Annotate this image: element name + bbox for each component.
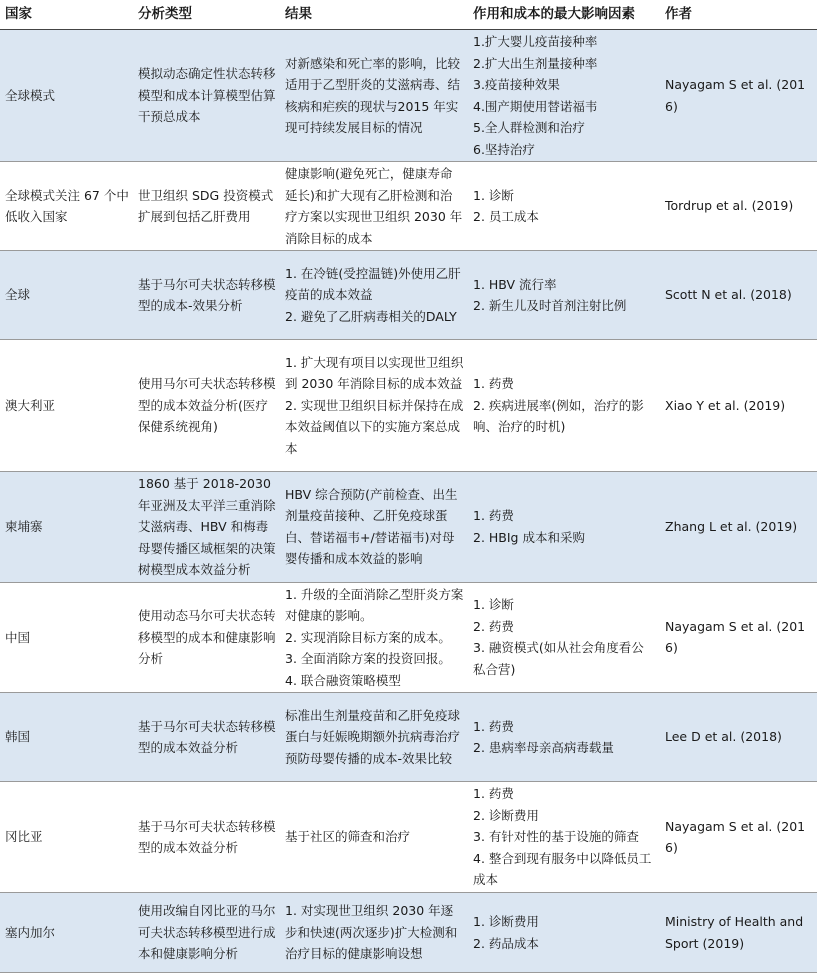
result-line: 对新感染和死亡率的影响，比较适用于乙型肝炎的艾滋病毒、结核病和疟疾的现状与2015 年实现可持续发展目标的情况 bbox=[285, 55, 461, 135]
result-line: 2. 实现消除目标方案的成本。 bbox=[285, 629, 451, 645]
analysis-cell: 使用动态马尔可夫状态转移模型的成本和健康影响分析 bbox=[133, 582, 280, 693]
factor-line: 2. 新生儿及时首剂注射比例 bbox=[473, 298, 627, 313]
factor-line: 1. 药费 bbox=[473, 376, 514, 392]
author-cell: Scott N et al. (2018) bbox=[660, 251, 817, 340]
analysis-cell: 使用马尔可夫状态转移模型的成本效益分析(医疗保健系统视角) bbox=[133, 340, 280, 472]
factor-line: 3. 有针对性的基于设施的筛查 bbox=[473, 829, 639, 845]
table-row bbox=[0, 472, 817, 583]
table-row bbox=[0, 340, 817, 472]
factor-line: 1. 诊断 bbox=[473, 597, 514, 613]
header-factors: 作用和成本的最大影响因素 bbox=[468, 0, 660, 30]
result-cell bbox=[280, 582, 468, 693]
result-cell bbox=[280, 693, 468, 782]
factor-line: 4.围产期使用替诺福韦 bbox=[473, 98, 598, 114]
country-cell: 全球模式 bbox=[0, 30, 133, 162]
factors-cell bbox=[468, 472, 660, 583]
author-cell: Nayagam S et al. (2016) bbox=[660, 30, 817, 162]
analysis-cell: 基于马尔可夫状态转移模型的成本效益分析 bbox=[133, 693, 280, 782]
factor-line: 3. 融资模式(如从社会角度看公私合营) bbox=[473, 640, 644, 677]
country-cell: 韩国 bbox=[0, 693, 133, 782]
result-line: 1. 对实现世卫组织 2030 年逐步和快速(两次逐步)扩大检测和治疗目标的健康影响设想 bbox=[285, 903, 458, 962]
analysis-cell: 使用改编自冈比亚的马尔可夫状态转移模型进行成本和健康影响分析 bbox=[133, 893, 280, 973]
result-cell bbox=[280, 782, 468, 893]
result-cell bbox=[280, 340, 468, 472]
result-cell bbox=[280, 30, 468, 162]
factor-line: 1. HBV 流行率 bbox=[473, 276, 557, 292]
analysis-cell: 基于马尔可夫状态转移模型的成本-效果分析 bbox=[133, 251, 280, 340]
author-cell: Xiao Y et al. (2019) bbox=[660, 340, 817, 472]
factor-line: 1. 药费 bbox=[473, 786, 514, 802]
author-cell: Zhang L et al. (2019) bbox=[660, 472, 817, 583]
factor-line: 4. 整合到现有服务中以降低员工成本 bbox=[473, 850, 652, 888]
author-cell: Lee D et al. (2018) bbox=[660, 693, 817, 782]
author-cell: Nayagam S et al. (2016) bbox=[660, 582, 817, 693]
table-row bbox=[0, 30, 817, 162]
result-line: 1. 扩大现有项目以实现世卫组织到 2030 年消除目标的成本效益 bbox=[285, 354, 464, 392]
table-row bbox=[0, 693, 817, 782]
factor-line: 2. 药品成本 bbox=[473, 935, 539, 951]
author-cell: Ministry of Health and Sport (2019) bbox=[660, 893, 817, 973]
factors-cell bbox=[468, 693, 660, 782]
country-cell: 塞内加尔 bbox=[0, 893, 133, 973]
country-cell: 澳大利亚 bbox=[0, 340, 133, 472]
result-line: 标准出生剂量疫苗和乙肝免疫球蛋白与妊娠晚期额外抗病毒治疗预防母婴传播的成本-效果比较 bbox=[285, 707, 461, 766]
factor-line: 6.坚持治疗 bbox=[473, 141, 535, 157]
factor-line: 2. 诊断费用 bbox=[473, 807, 539, 823]
result-line: 基于社区的筛查和治疗 bbox=[285, 829, 411, 845]
country-cell: 中国 bbox=[0, 582, 133, 693]
factors-cell bbox=[468, 782, 660, 893]
result-line: 1. 在冷链(受控温链)外使用乙肝疫苗的成本效益 bbox=[285, 265, 461, 303]
factor-line: 1. 药费 bbox=[473, 508, 514, 524]
table-header-row bbox=[0, 0, 817, 30]
factor-line: 2. 药费 bbox=[473, 618, 514, 634]
result-cell bbox=[280, 251, 468, 340]
result-cell bbox=[280, 162, 468, 251]
result-line: 2. 实现世卫组织目标并保持在成本效益阈值以下的实施方案总成本 bbox=[285, 397, 464, 456]
result-line: 1. 升级的全面消除乙型肝炎方案对健康的影响。 bbox=[285, 586, 464, 623]
factor-line: 2. HBIg 成本和采购 bbox=[473, 529, 585, 545]
analysis-cell: 1860 基于 2018-2030 年亚洲及太平洋三重消除艾滋病毒、HBV 和梅毒母婴传播区域框架的决策树模型成本效益分析 bbox=[133, 472, 280, 583]
result-line: HBV 综合预防(产前检查、出生剂量疫苗接种、乙肝免疫球蛋白、替诺福韦+/替诺福韦)对母婴传播和成本效益的影响 bbox=[285, 486, 458, 567]
author-cell: Tordrup et al. (2019) bbox=[660, 162, 817, 251]
table-row bbox=[0, 162, 817, 251]
author-cell: Nayagam S et al. (2016) bbox=[660, 782, 817, 893]
country-cell: 柬埔寨 bbox=[0, 472, 133, 583]
factor-line: 1. 诊断费用 bbox=[473, 914, 539, 929]
factor-line: 2. 患病率母亲高病毒载量 bbox=[473, 740, 614, 755]
country-cell: 全球模式关注 67 个中低收入国家 bbox=[0, 162, 133, 251]
result-cell bbox=[280, 472, 468, 583]
factor-line: 1.扩大婴儿疫苗接种率 bbox=[473, 34, 598, 49]
header-analysis-type: 分析类型 bbox=[133, 0, 280, 30]
factors-cell bbox=[468, 582, 660, 693]
result-line: 4. 联合融资策略模型 bbox=[285, 672, 401, 688]
header-result: 结果 bbox=[280, 0, 468, 30]
factor-line: 3.疫苗接种效果 bbox=[473, 77, 560, 92]
result-line: 健康影响(避免死亡，健康寿命延长)和扩大现有乙肝检测和治疗方案以实现世卫组织 2030 年消除目标的成本 bbox=[285, 166, 463, 246]
analysis-cell: 模拟动态确定性状态转移模型和成本计算模型估算干预总成本 bbox=[133, 30, 280, 162]
factors-cell bbox=[468, 30, 660, 162]
factors-cell bbox=[468, 893, 660, 973]
factors-cell bbox=[468, 251, 660, 340]
factor-line: 2. 员工成本 bbox=[473, 209, 539, 224]
analysis-cell: 世卫组织 SDG 投资模式扩展到包括乙肝费用 bbox=[133, 162, 280, 251]
result-line: 3. 全面消除方案的投资回报。 bbox=[285, 651, 451, 666]
table-row bbox=[0, 582, 817, 693]
table-row bbox=[0, 251, 817, 340]
factor-line: 1. 诊断 bbox=[473, 187, 514, 203]
header-country: 国家 bbox=[0, 0, 133, 30]
factors-cell bbox=[468, 162, 660, 251]
analysis-cell: 基于马尔可夫状态转移模型的成本效益分析 bbox=[133, 782, 280, 893]
country-cell: 全球 bbox=[0, 251, 133, 340]
factor-line: 1. 药费 bbox=[473, 718, 514, 734]
factors-cell bbox=[468, 340, 660, 472]
result-line: 2. 避免了乙肝病毒相关的DALY bbox=[285, 308, 457, 324]
factor-line: 5.全人群检测和治疗 bbox=[473, 120, 585, 135]
factor-line: 2.扩大出生剂量接种率 bbox=[473, 55, 598, 71]
result-cell bbox=[280, 893, 468, 973]
header-author: 作者 bbox=[660, 0, 817, 30]
country-cell: 冈比亚 bbox=[0, 782, 133, 893]
table-row bbox=[0, 782, 817, 893]
factor-line: 2. 疾病进展率(例如，治疗的影响、治疗的时机) bbox=[473, 397, 644, 435]
table-row bbox=[0, 893, 817, 973]
